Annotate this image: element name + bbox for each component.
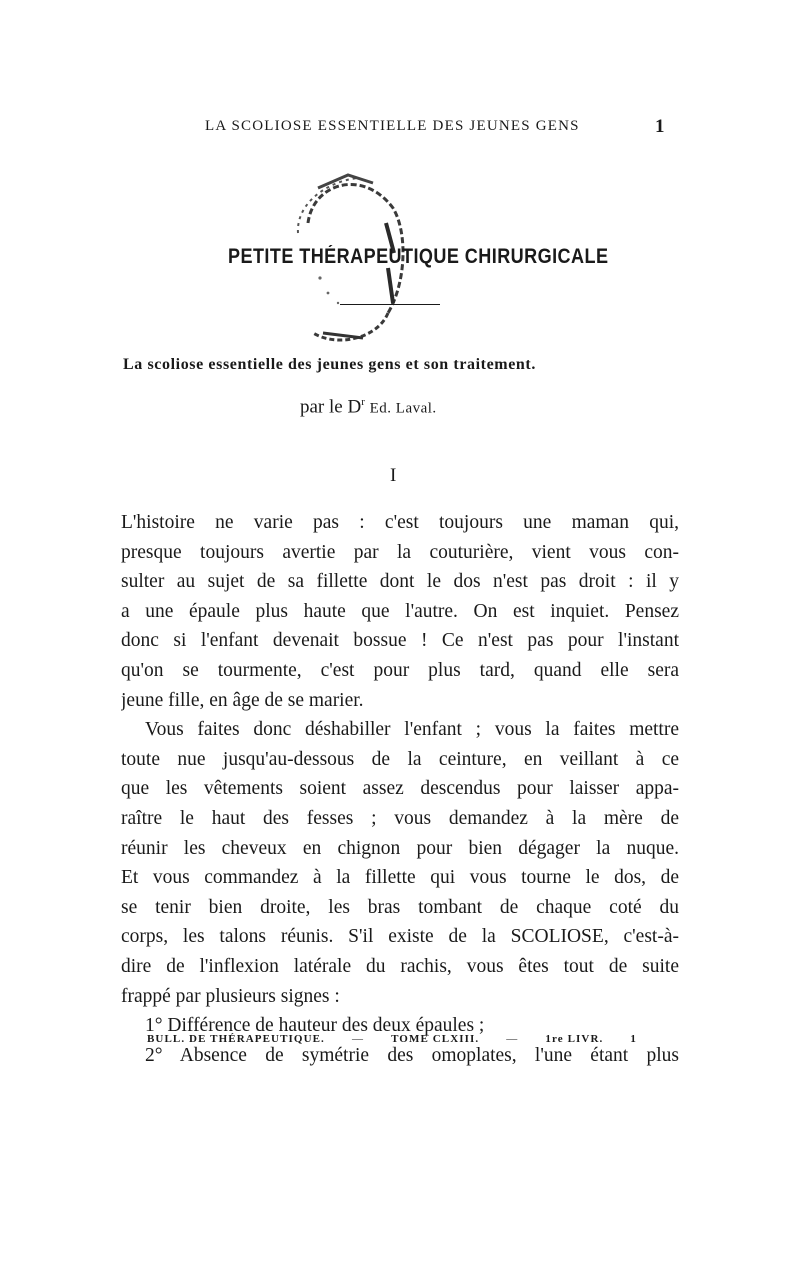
text-line: qu'on se tourmente, c'est pour plus tard, quand elle sera [121,659,679,681]
text-line: jeune fille, en âge de se marier. [121,689,364,711]
text-line: 1° Différence de hauteur des deux épaules ; [145,1015,485,1037]
text-line: frappé par plusieurs signes : [121,985,340,1007]
footer-issue: 1re LIVR. [545,1033,604,1045]
text-line: toute nue jusqu'au-dessous de la ceinture, en veillant à ce [121,748,679,770]
byline-prefix: par le D [300,396,362,418]
body-text [121,508,679,1070]
text-line: presque toujours avertie par la couturière, vient vous con- [121,541,679,563]
byline [300,396,437,418]
byline-author: Ed. Laval. [369,400,437,417]
text-line: que les vêtements soient assez descendus pour laisser appa- [121,778,679,800]
text-line: raître le haut des fesses ; vous demandez à la mère de [121,807,679,829]
text-line: Vous faites donc déshabiller l'enfant ; vous la faites mettre [145,719,679,741]
footer-separator: — [506,1033,519,1045]
text-line: réunir les cheveux en chignon pour bien dégager la nuque. [121,837,679,859]
running-title: LA SCOLIOSE ESSENTIELLE DES JEUNES GENS [205,118,580,134]
title-rule [340,304,440,305]
text-line: corps, les talons réunis. S'il existe de la SCOLIOSE, c'est-à- [121,926,679,948]
byline-sup: r [361,396,365,408]
text-line: sulter au sujet de sa fillette dont le dos n'est pas droit : il y [121,571,679,593]
section-number: I [390,465,397,486]
section-title: PETITE THÉRAPEUTIQUE CHIRURGICALE [228,245,609,268]
footer-volume: TOME CLXIII. [391,1033,480,1045]
text-line: Et vous commandez à la fillette qui vous tourne le dos, de [121,867,679,889]
page-footer [147,1033,637,1045]
footer-journal: BULL. DE THÉRAPEUTIQUE. [147,1033,325,1045]
text-line: a une épaule plus haute que l'autre. On est inquiet. Pensez [121,600,679,622]
text-line: 2° Absence de symétrie des omoplates, l'une étant plus [145,1044,679,1066]
text-line: L'histoire ne varie pas : c'est toujours une maman qui, [121,512,679,533]
article-title: La scoliose essentielle des jeunes gens et son traitement. [123,356,536,373]
text-line: donc si l'enfant devenait bossue ! Ce n'est pas pour l'instant [121,630,679,652]
page-number-top: 1 [655,116,665,137]
text-line: se tenir bien droite, les bras tombant de chaque coté du [121,896,679,918]
text-line: dire de l'inflexion latérale du rachis, vous êtes tout de suite [121,955,679,977]
footer-separator: — [351,1033,365,1045]
footer-page: 1 [630,1033,637,1045]
